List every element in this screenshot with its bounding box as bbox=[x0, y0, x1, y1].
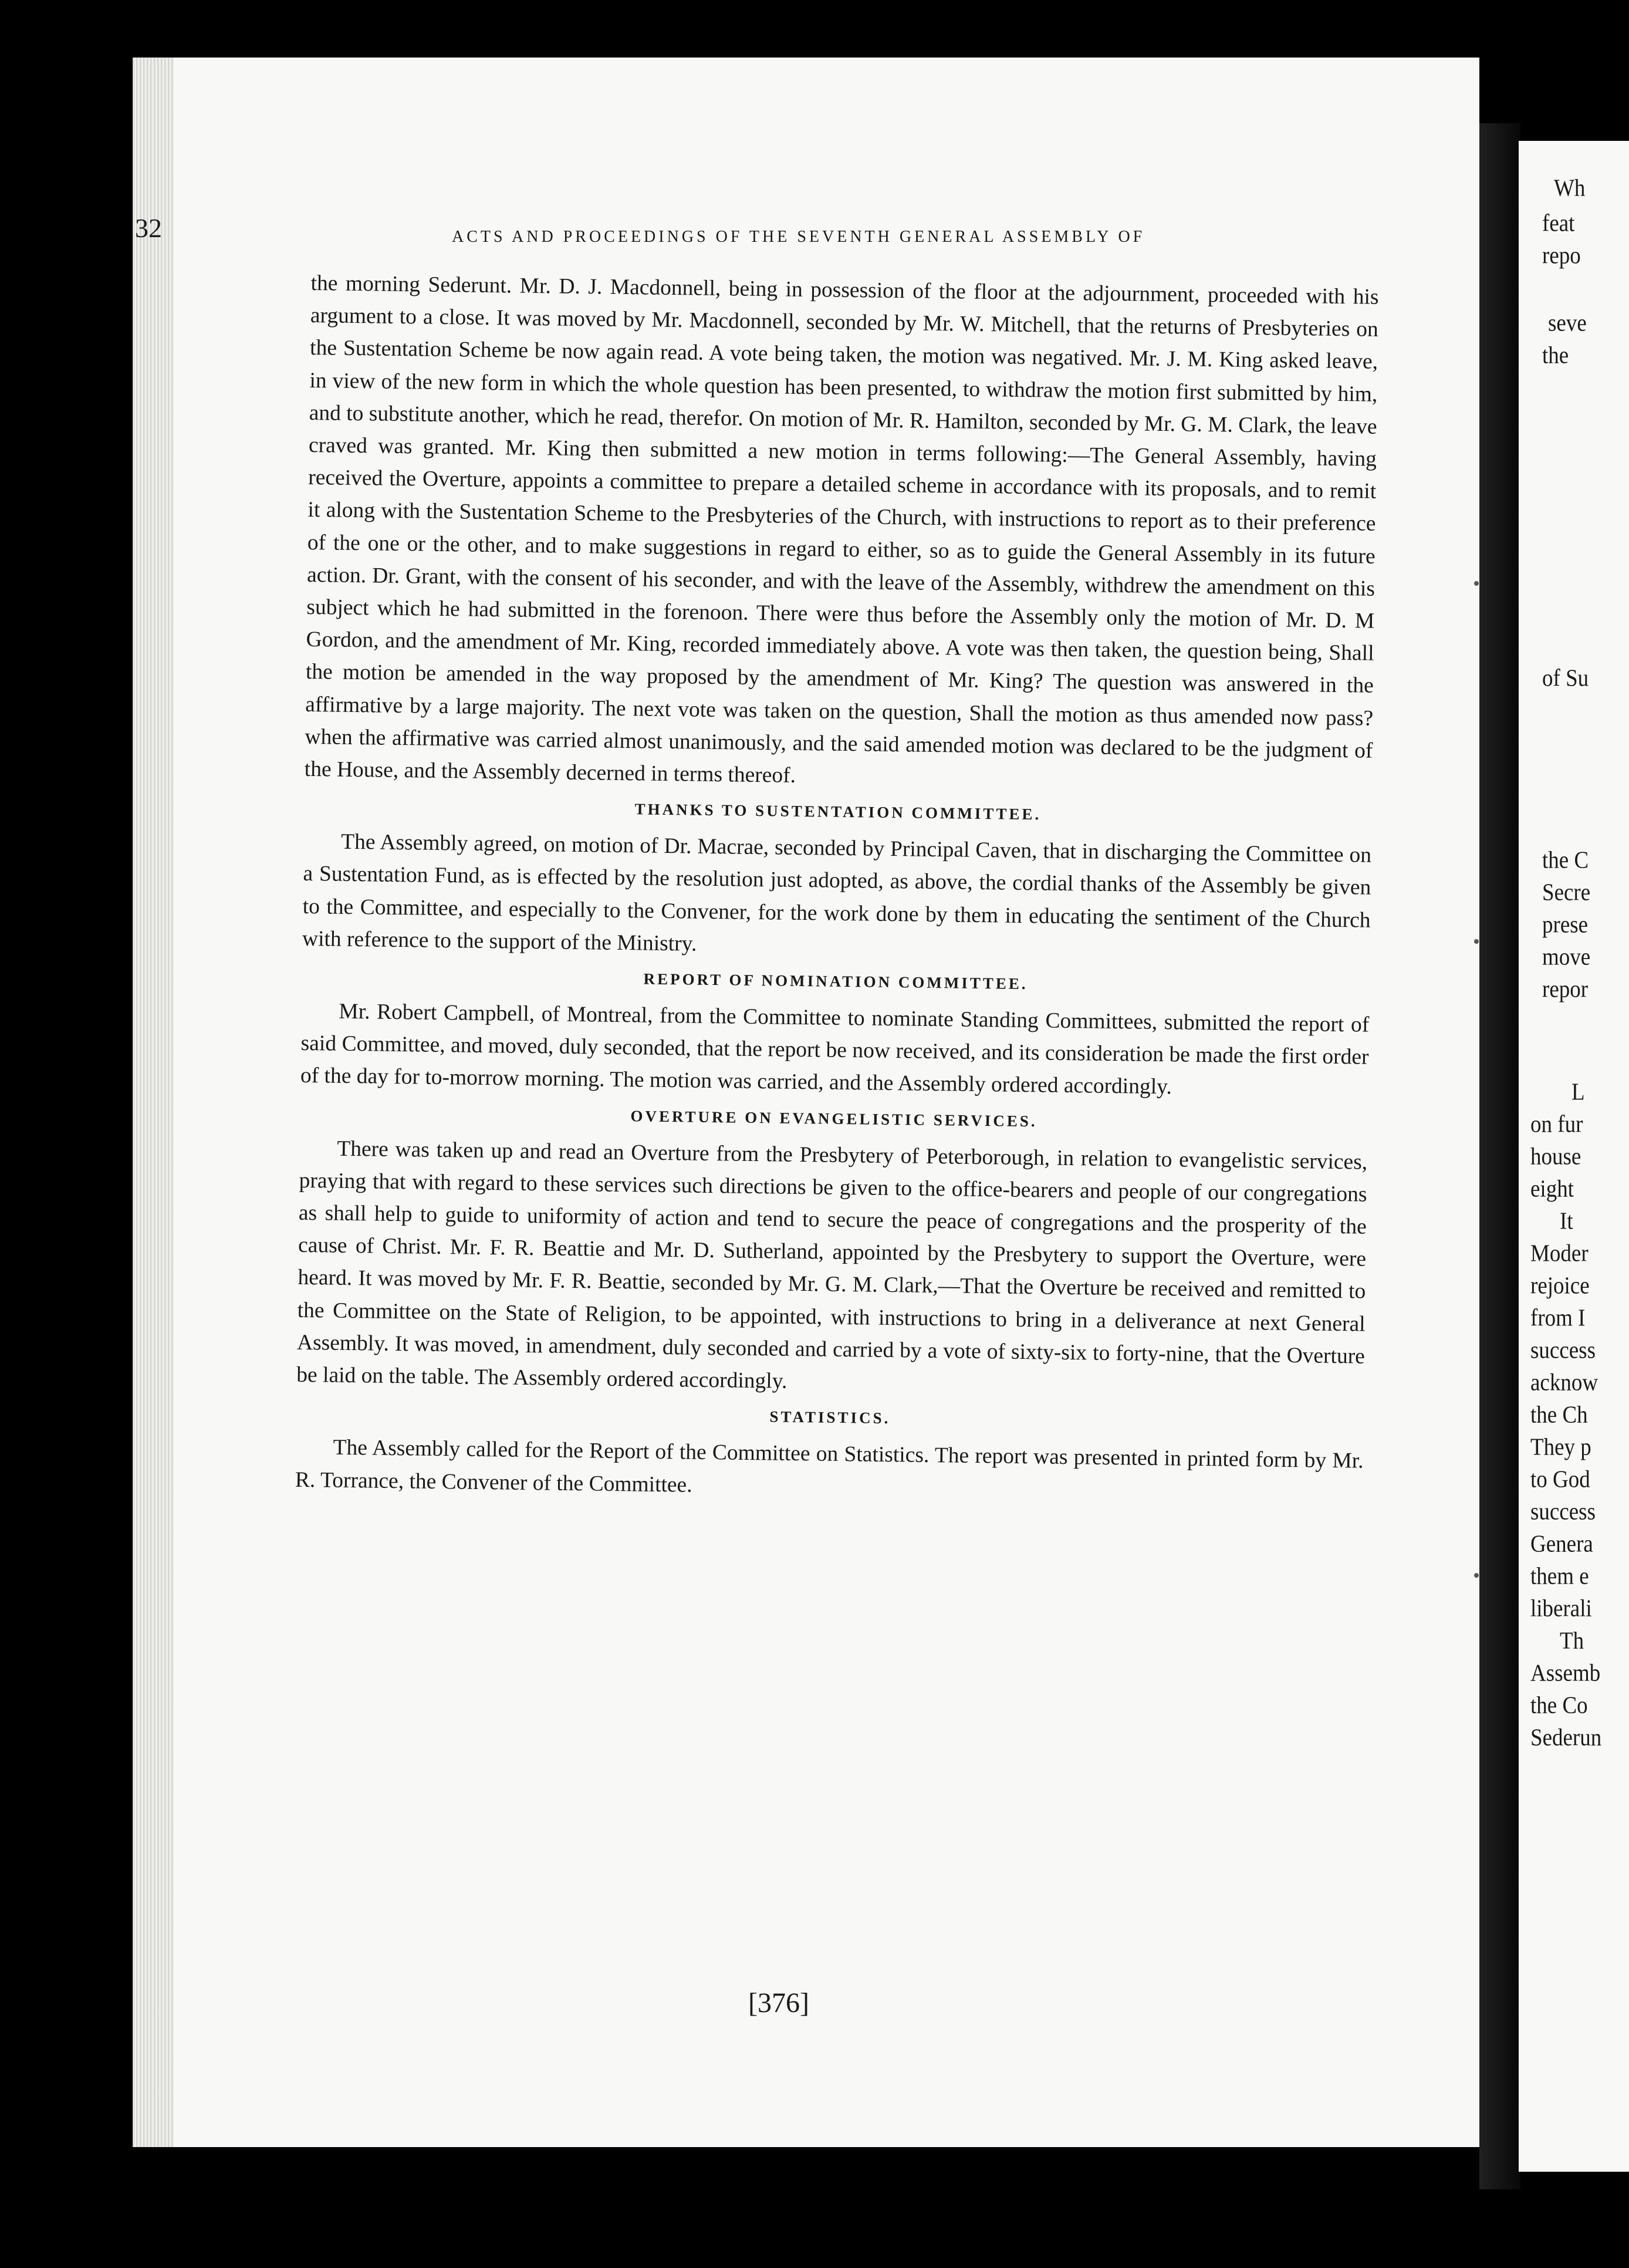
paragraph-sustentation-debate: the morning Sederunt. Mr. D. J. Macdonnell, being in possession of the floor at the adjournment, proceeded with his argument to a close. It was moved by Mr. Macdonnell, seconded by Mr. W. Mitchell, that the returns of Presbyteries on the Sustentation Scheme be now again read. A vote being taken, the motion was negatived. Mr. J. M. King asked leave, in view of the new form in which the whole question has been presented, to withdraw the motion first submitted by him, and to substitute another, which he read, therefor. On motion of Mr. R. Hamilton, seconded by Mr. G. M. Clark, the leave craved was granted. Mr. King then submitted a new motion in terms following:—The General Assembly, having received the Overture, appoints a committee to prepare a detailed scheme in accordance with its proposals, and to remit it along with the Sustentation Scheme to the Presbyteries of the Church, with instructions to report as to their preference of the one or the other, and to make suggestions in regard to either, so as to guide the General Assembly in its future action. Dr. Grant, with the consent of his seconder, and with the leave of the Assembly, withdrew the amendment on this subject which he had submitted in the forenoon. There were thus before the Assembly only the motion of Mr. D. M Gordon, and the amendment of Mr. King, recorded immediately above. A vote was then taken, the question being, Shall the motion be amended in the way proposed by the amendment of Mr. King? The question was answered in the affirmative by a large majority. The next vote was taken on the question, Shall the motion as thus amended now pass? when the affirmative was carried almost unanimously, and the said amended motion was declared to be the judgment of the House, and the Assembly decerned in terms thereof. bbox=[304, 271, 1379, 788]
facing-page-line: them e bbox=[1530, 1562, 1589, 1590]
binding-speck bbox=[1474, 581, 1479, 586]
facing-page-line: the C bbox=[1542, 846, 1589, 874]
facing-page-line: Secre bbox=[1542, 879, 1591, 906]
main-text bbox=[295, 267, 1379, 1510]
facing-page-line: seve bbox=[1548, 309, 1587, 337]
heading-nomination-committee: REPORT OF NOMINATION COMMITTEE. bbox=[643, 970, 1028, 993]
facing-page-line: repor bbox=[1542, 976, 1589, 1003]
facing-page-line: Wh bbox=[1554, 174, 1586, 202]
facing-page-line: repo bbox=[1542, 242, 1581, 269]
facing-page-line: It bbox=[1560, 1207, 1573, 1235]
facing-page-line: L bbox=[1571, 1078, 1585, 1106]
facing-page-line: Moder bbox=[1530, 1240, 1589, 1267]
paragraph-nomination: Mr. Robert Campbell, of Montreal, from the Committee to nominate Standing Committees, submitted the report of said Committee, and moved, duly seconded, that the report be now received, and its consideration be made the first order of the day for to-morrow morning. The motion was carried, and the Assembly ordered accordingly. bbox=[300, 999, 1370, 1099]
facing-page-line: the Co bbox=[1530, 1692, 1588, 1719]
signature-mark: [376] bbox=[748, 1987, 809, 2019]
running-head: ACTS AND PROCEEDINGS OF THE SEVENTH GENERAL ASSEMBLY OF bbox=[452, 228, 1145, 246]
facing-page-line: on fur bbox=[1530, 1111, 1583, 1138]
facing-page-line: Sederun bbox=[1530, 1724, 1602, 1751]
facing-page-line: Assemb bbox=[1530, 1659, 1601, 1687]
facing-page-line: eight bbox=[1530, 1175, 1574, 1203]
facing-page-line: They p bbox=[1530, 1433, 1591, 1461]
facing-page-line: to God bbox=[1530, 1466, 1590, 1493]
paragraph-statistics: The Assembly called for the Report of the Committee on Statistics. The report was presented in printed form by Mr. R. Torrance, the Convener of the Committee. bbox=[295, 1435, 1364, 1497]
facing-page-line: house bbox=[1530, 1143, 1581, 1170]
facing-page-line: Th bbox=[1560, 1627, 1584, 1655]
facing-page bbox=[1519, 141, 1629, 2172]
facing-page-line: the bbox=[1542, 342, 1569, 369]
facing-page-line: success bbox=[1530, 1337, 1596, 1364]
facing-page-line: acknow bbox=[1530, 1369, 1598, 1396]
facing-page-line: liberali bbox=[1530, 1595, 1592, 1622]
paragraph-thanks: The Assembly agreed, on motion of Dr. Macrae, seconded by Principal Caven, that in discharging the Committee on a Sustentation Fund, as is effected by the resolution just adopted, as above, the cordial thanks of the Assembly be given to the Committee, and especially to the Convener, for the work done by them in educating the sentiment of the Church with reference to the support of the Ministry. bbox=[302, 830, 1372, 956]
facing-page-line: Genera bbox=[1530, 1530, 1593, 1558]
heading-statistics: STATISTICS. bbox=[769, 1408, 891, 1427]
binding-speck bbox=[1474, 939, 1479, 944]
facing-page-line: prese bbox=[1542, 911, 1589, 939]
facing-page-line: from I bbox=[1530, 1304, 1586, 1332]
facing-page-line: success bbox=[1530, 1498, 1596, 1526]
facing-page-line: feat bbox=[1542, 210, 1575, 237]
page-number: 32 bbox=[135, 213, 162, 243]
heading-thanks-sustentation: THANKS TO SUSTENTATION COMMITTEE. bbox=[634, 800, 1042, 824]
book-gutter bbox=[1479, 123, 1520, 2189]
paragraph-evangelistic: There was taken up and read an Overture from the Presbytery of Peterborough, in relation to evangelistic services, praying that with regard to these services such directions be given to the office-bearers and people of our congregations as shall help to guide to uniformity of action and tend to secure the peace of congregations and the prosperity of the cause of Christ. Mr. F. R. Beattie and Mr. D. Sutherland, appointed by the Presbytery to support the Overture, were heard. It was moved by Mr. F. R. Beattie, seconded by Mr. G. M. Clark,—That the Overture be received and remitted to the Committee on the State of Religion, to be appointed, with instructions to bring in a deliverance at next General Assembly. It was moved, in amendment, duly seconded and carried by a vote of sixty-six to forty-nine, that the Overture be laid on the table. The Assembly ordered accordingly. bbox=[296, 1136, 1368, 1393]
facing-page-line: of Su bbox=[1542, 664, 1589, 692]
facing-page-line: the Ch bbox=[1530, 1401, 1588, 1429]
facing-page-line: move bbox=[1542, 943, 1591, 971]
heading-evangelistic-services: OVERTURE ON EVANGELISTIC SERVICES. bbox=[630, 1106, 1037, 1130]
facing-page-line: rejoice bbox=[1530, 1272, 1590, 1300]
binding-speck bbox=[1474, 1573, 1479, 1578]
page-edge-stack bbox=[133, 58, 174, 2147]
